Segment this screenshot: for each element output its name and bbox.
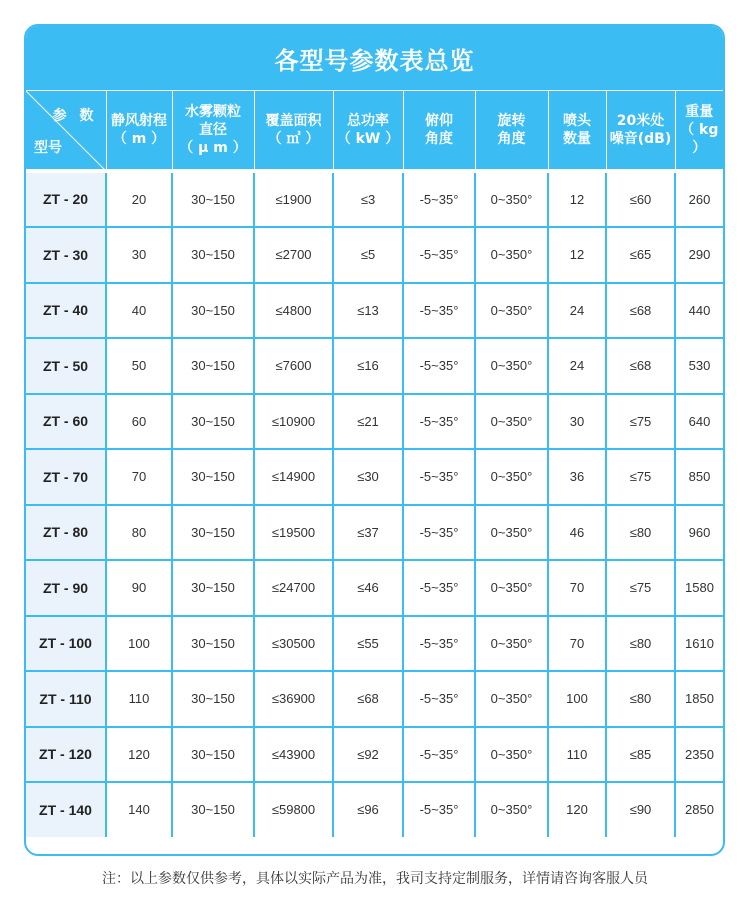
cell-nozzle-count: 110: [548, 727, 606, 783]
corner-label-params: 参 数: [52, 108, 98, 124]
column-header-line: 总功率: [347, 112, 389, 129]
cell-power: ≤13: [333, 283, 403, 339]
cell-rotation-angle: 0~350°: [475, 227, 548, 283]
column-header-particle-size: [172, 91, 254, 171]
table-row: [26, 394, 723, 450]
model-cell: ZT - 70: [26, 449, 106, 505]
cell-particle-size: 30~150: [172, 171, 254, 228]
cell-particle-size: 30~150: [172, 671, 254, 727]
model-cell: ZT - 30: [26, 227, 106, 283]
cell-rotation-angle: 0~350°: [475, 505, 548, 561]
model-cell: ZT - 20: [26, 171, 106, 228]
cell-noise: ≤75: [606, 560, 675, 616]
footnote: 注：以上参数仅供参考，具体以实际产品为准，我司支持定制服务，详情请咨询客服人员: [102, 871, 648, 887]
cell-rotation-angle: 0~350°: [475, 283, 548, 339]
cell-weight: 2350: [675, 727, 723, 783]
cell-rotation-angle: 0~350°: [475, 616, 548, 672]
cell-coverage: ≤24700: [254, 560, 333, 616]
cell-power: ≤30: [333, 449, 403, 505]
column-header-line: 数量: [563, 130, 591, 147]
model-cell: ZT - 60: [26, 394, 106, 450]
column-header-line: （ kW ）: [336, 130, 400, 147]
column-header-weight: [675, 91, 723, 171]
cell-weight: 1610: [675, 616, 723, 672]
cell-particle-size: 30~150: [172, 338, 254, 394]
cell-coverage: ≤36900: [254, 671, 333, 727]
table-row: [26, 560, 723, 616]
cell-weight: 260: [675, 171, 723, 228]
column-header-line: 水雾颗粒: [185, 103, 241, 120]
cell-range: 80: [106, 505, 172, 561]
cell-weight: 530: [675, 338, 723, 394]
cell-range: 100: [106, 616, 172, 672]
column-header-range: [106, 91, 172, 171]
spec-table-card: [24, 24, 725, 856]
cell-rotation-angle: 0~350°: [475, 449, 548, 505]
cell-rotation-angle: 0~350°: [475, 338, 548, 394]
table-row: [26, 727, 723, 783]
cell-nozzle-count: 12: [548, 227, 606, 283]
cell-range: 50: [106, 338, 172, 394]
cell-weight: 640: [675, 394, 723, 450]
cell-rotation-angle: 0~350°: [475, 560, 548, 616]
cell-power: ≤37: [333, 505, 403, 561]
column-header-line: 重量: [685, 103, 714, 120]
column-header-line: （ kg ）: [680, 121, 719, 156]
cell-nozzle-count: 46: [548, 505, 606, 561]
cell-coverage: ≤43900: [254, 727, 333, 783]
cell-weight: 2850: [675, 782, 723, 837]
model-cell: ZT - 80: [26, 505, 106, 561]
model-cell: ZT - 120: [26, 727, 106, 783]
cell-pitch-angle: -5~35°: [403, 560, 475, 616]
cell-nozzle-count: 30: [548, 394, 606, 450]
cell-power: ≤16: [333, 338, 403, 394]
cell-particle-size: 30~150: [172, 727, 254, 783]
cell-rotation-angle: 0~350°: [475, 394, 548, 450]
cell-rotation-angle: 0~350°: [475, 782, 548, 837]
cell-rotation-angle: 0~350°: [475, 727, 548, 783]
cell-range: 120: [106, 727, 172, 783]
cell-noise: ≤75: [606, 394, 675, 450]
cell-weight: 1580: [675, 560, 723, 616]
spec-table: [26, 90, 723, 837]
table-row: [26, 449, 723, 505]
corner-header-cell: [26, 91, 106, 171]
cell-nozzle-count: 36: [548, 449, 606, 505]
cell-nozzle-count: 120: [548, 782, 606, 837]
cell-power: ≤21: [333, 394, 403, 450]
cell-power: ≤5: [333, 227, 403, 283]
table-title: 各型号参数表总览: [26, 26, 723, 90]
cell-nozzle-count: 70: [548, 560, 606, 616]
column-header-line: 俯仰: [425, 112, 453, 129]
cell-pitch-angle: -5~35°: [403, 616, 475, 672]
model-cell: ZT - 40: [26, 283, 106, 339]
table-row: [26, 283, 723, 339]
column-header-power: [333, 91, 403, 171]
cell-noise: ≤68: [606, 283, 675, 339]
column-header-line: （ ㎡ ）: [267, 130, 320, 147]
cell-noise: ≤60: [606, 171, 675, 228]
cell-range: 140: [106, 782, 172, 837]
cell-weight: 1850: [675, 671, 723, 727]
table-row: [26, 227, 723, 283]
cell-nozzle-count: 100: [548, 671, 606, 727]
column-header-line: 20米处: [616, 112, 665, 129]
cell-power: ≤96: [333, 782, 403, 837]
table-row: [26, 171, 723, 228]
cell-pitch-angle: -5~35°: [403, 727, 475, 783]
cell-range: 20: [106, 171, 172, 228]
cell-coverage: ≤59800: [254, 782, 333, 837]
cell-particle-size: 30~150: [172, 394, 254, 450]
cell-nozzle-count: 24: [548, 338, 606, 394]
cell-nozzle-count: 70: [548, 616, 606, 672]
cell-power: ≤3: [333, 171, 403, 228]
cell-nozzle-count: 24: [548, 283, 606, 339]
cell-range: 70: [106, 449, 172, 505]
table-row: [26, 505, 723, 561]
cell-weight: 960: [675, 505, 723, 561]
cell-pitch-angle: -5~35°: [403, 283, 475, 339]
cell-weight: 850: [675, 449, 723, 505]
cell-particle-size: 30~150: [172, 283, 254, 339]
table-row: [26, 671, 723, 727]
cell-power: ≤46: [333, 560, 403, 616]
column-header-rotation-angle: [475, 91, 548, 171]
cell-noise: ≤80: [606, 505, 675, 561]
table-body: [26, 171, 723, 837]
table-row: [26, 616, 723, 672]
cell-range: 30: [106, 227, 172, 283]
column-header-pitch-angle: [403, 91, 475, 171]
corner-label-model: 型号: [34, 139, 62, 156]
column-header-line: 噪音(dB): [609, 130, 672, 147]
cell-pitch-angle: -5~35°: [403, 505, 475, 561]
cell-coverage: ≤1900: [254, 171, 333, 228]
column-header-line: 直径: [199, 121, 227, 138]
cell-pitch-angle: -5~35°: [403, 782, 475, 837]
cell-pitch-angle: -5~35°: [403, 671, 475, 727]
cell-noise: ≤65: [606, 227, 675, 283]
cell-rotation-angle: 0~350°: [475, 671, 548, 727]
cell-pitch-angle: -5~35°: [403, 227, 475, 283]
cell-particle-size: 30~150: [172, 616, 254, 672]
cell-noise: ≤80: [606, 671, 675, 727]
column-header-noise: [606, 91, 675, 171]
column-header-line: 覆盖面积: [265, 112, 322, 129]
cell-noise: ≤85: [606, 727, 675, 783]
column-header-line: 角度: [425, 130, 453, 147]
cell-particle-size: 30~150: [172, 505, 254, 561]
column-header-line: 喷头: [563, 112, 591, 129]
cell-power: ≤55: [333, 616, 403, 672]
cell-coverage: ≤2700: [254, 227, 333, 283]
table-header-row: [26, 91, 723, 171]
model-cell: ZT - 50: [26, 338, 106, 394]
cell-rotation-angle: 0~350°: [475, 171, 548, 228]
cell-range: 90: [106, 560, 172, 616]
model-cell: ZT - 100: [26, 616, 106, 672]
model-cell: ZT - 140: [26, 782, 106, 837]
cell-range: 110: [106, 671, 172, 727]
column-header-line: 旋转: [497, 112, 526, 129]
column-header-line: （ m ）: [112, 130, 166, 147]
cell-coverage: ≤10900: [254, 394, 333, 450]
cell-power: ≤92: [333, 727, 403, 783]
cell-nozzle-count: 12: [548, 171, 606, 228]
cell-pitch-angle: -5~35°: [403, 338, 475, 394]
table-row: [26, 338, 723, 394]
cell-noise: ≤90: [606, 782, 675, 837]
column-header-line: 静风射程: [111, 112, 167, 129]
column-header-coverage: [254, 91, 333, 171]
column-header-line: 角度: [497, 130, 526, 147]
cell-particle-size: 30~150: [172, 782, 254, 837]
cell-coverage: ≤14900: [254, 449, 333, 505]
cell-particle-size: 30~150: [172, 227, 254, 283]
cell-range: 40: [106, 283, 172, 339]
cell-power: ≤68: [333, 671, 403, 727]
table-row: [26, 782, 723, 837]
column-header-nozzle-count: [548, 91, 606, 171]
cell-particle-size: 30~150: [172, 449, 254, 505]
cell-coverage: ≤30500: [254, 616, 333, 672]
cell-noise: ≤80: [606, 616, 675, 672]
cell-coverage: ≤19500: [254, 505, 333, 561]
cell-coverage: ≤4800: [254, 283, 333, 339]
cell-noise: ≤75: [606, 449, 675, 505]
cell-coverage: ≤7600: [254, 338, 333, 394]
cell-weight: 290: [675, 227, 723, 283]
cell-noise: ≤68: [606, 338, 675, 394]
cell-range: 60: [106, 394, 172, 450]
column-header-line: （ μ m ）: [179, 139, 247, 156]
model-cell: ZT - 90: [26, 560, 106, 616]
cell-particle-size: 30~150: [172, 560, 254, 616]
cell-pitch-angle: -5~35°: [403, 394, 475, 450]
model-cell: ZT - 110: [26, 671, 106, 727]
diagonal-divider: [26, 91, 106, 171]
cell-pitch-angle: -5~35°: [403, 171, 475, 228]
cell-weight: 440: [675, 283, 723, 339]
cell-pitch-angle: -5~35°: [403, 449, 475, 505]
